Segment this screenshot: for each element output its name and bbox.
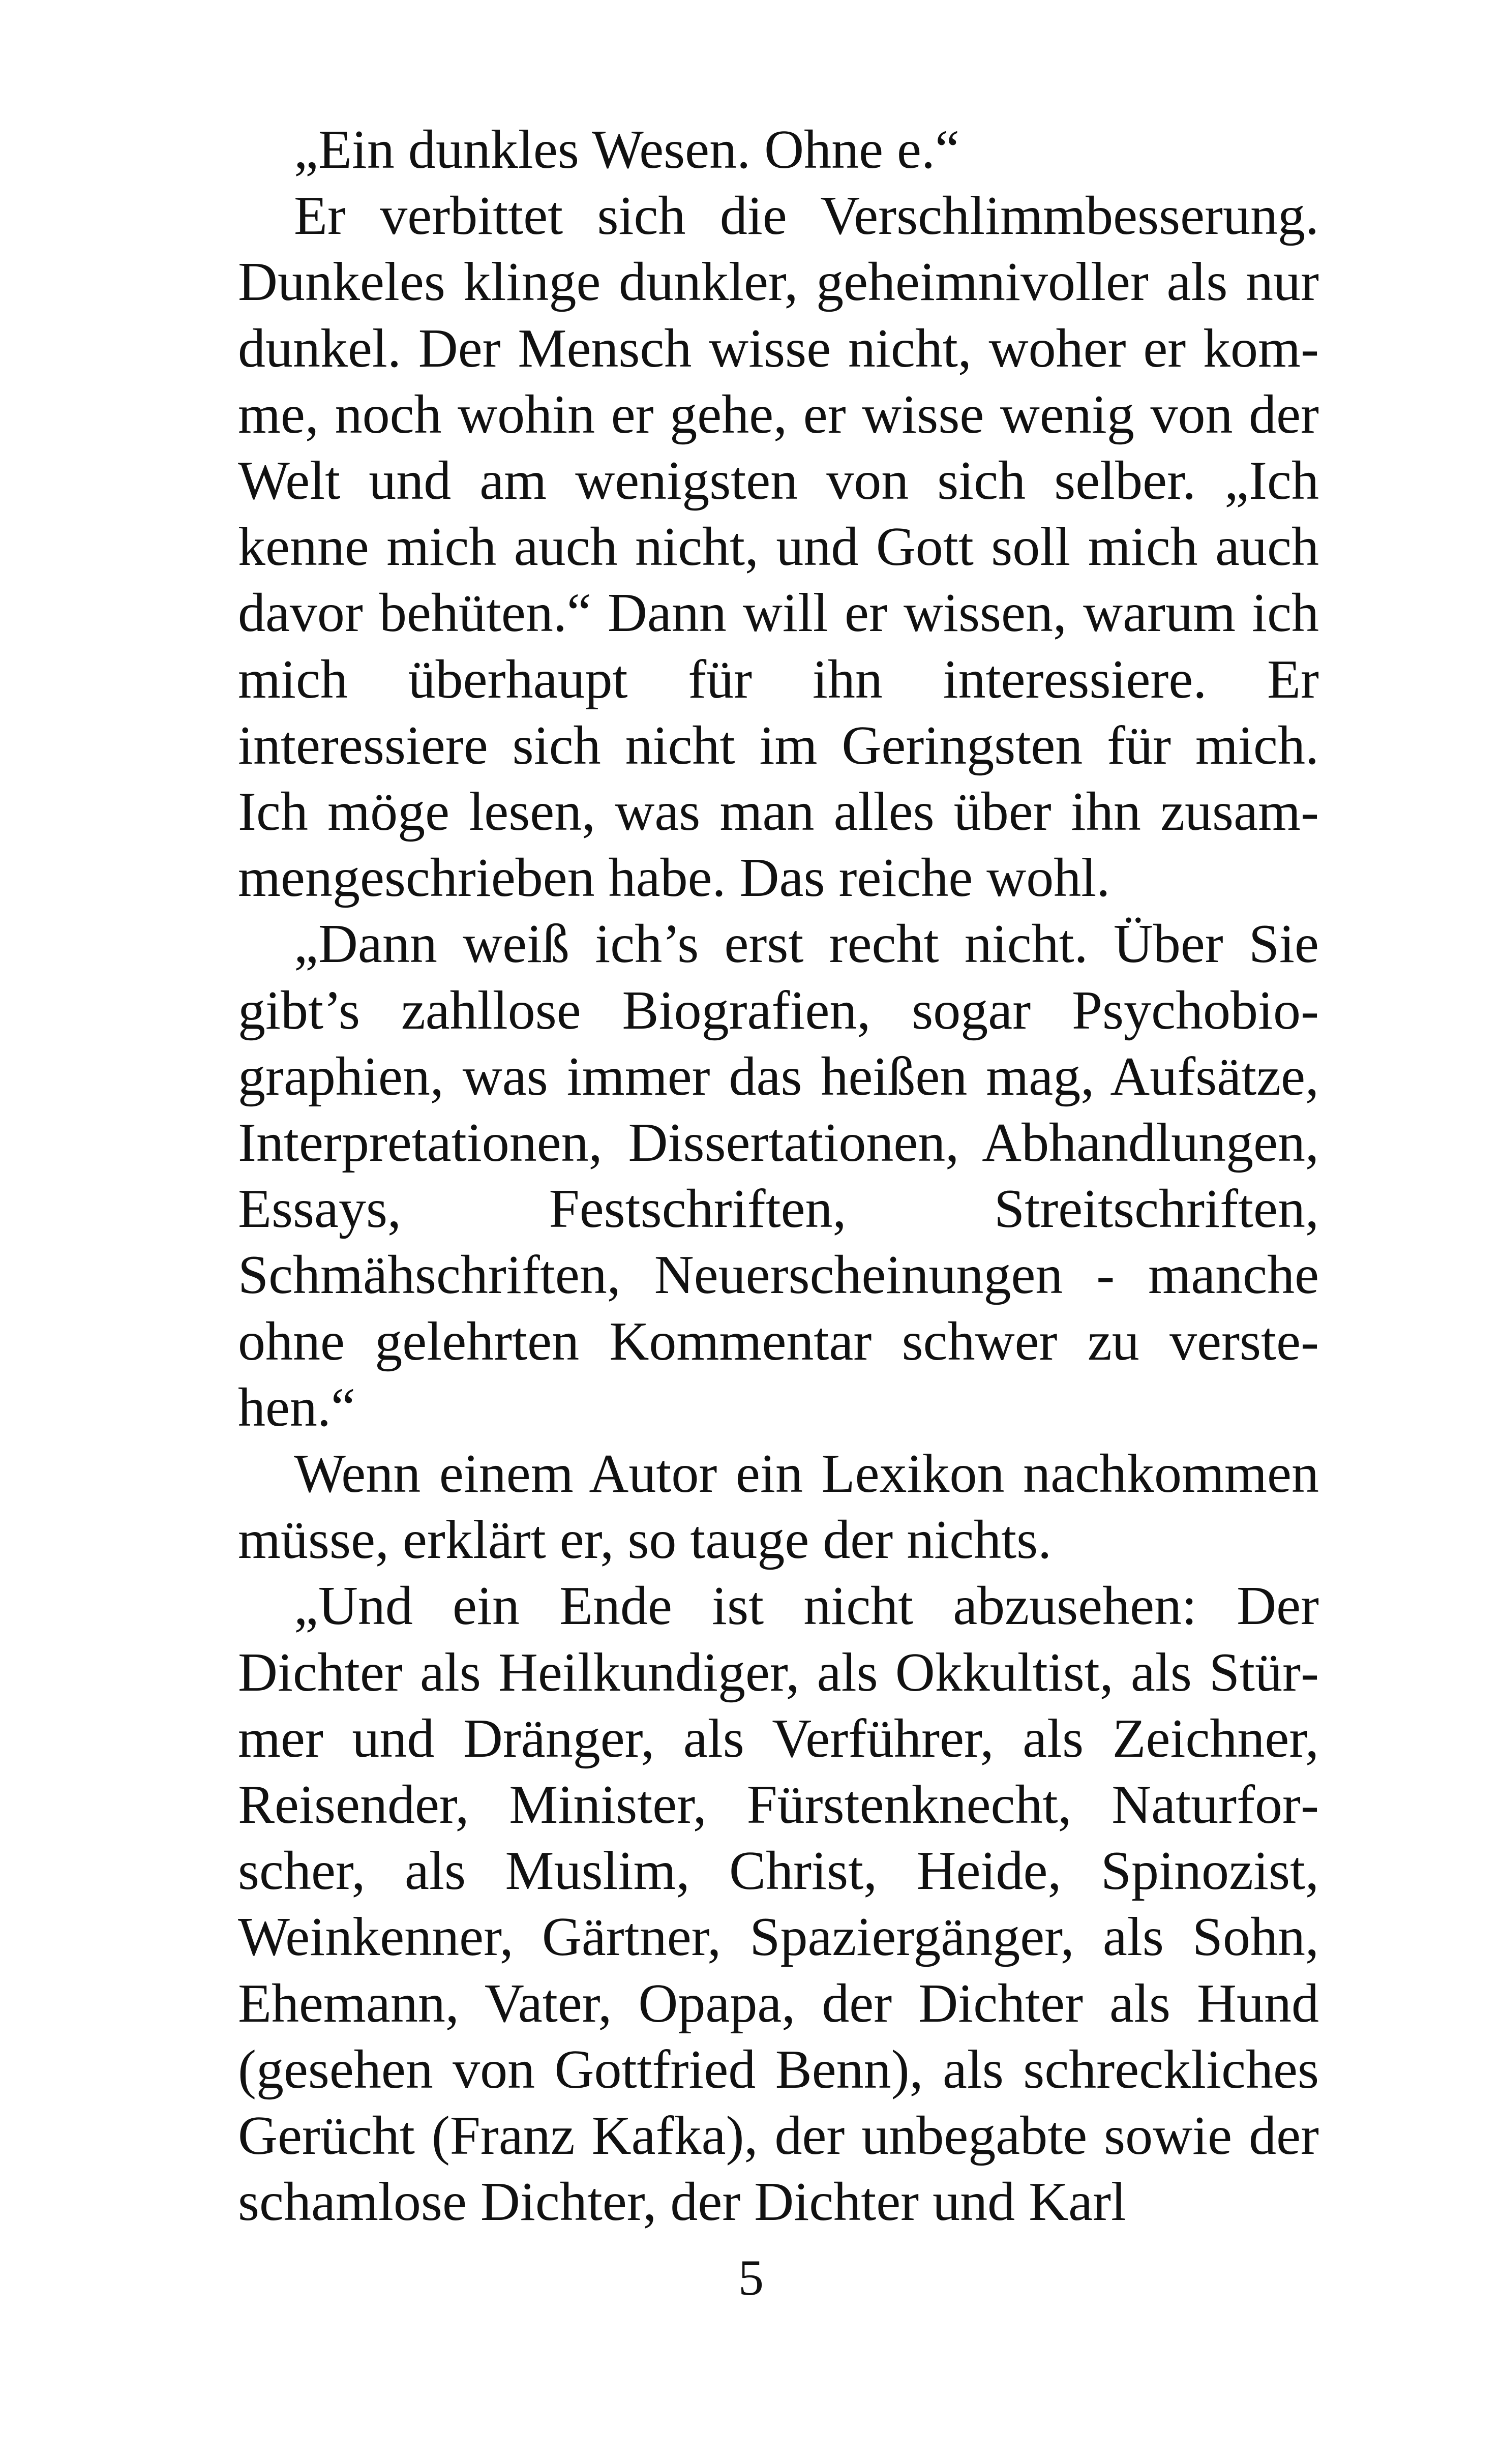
body-text	[238, 117, 1319, 2236]
paragraph: „Und ein Ende ist nicht abzusehen: Der Dichter als Heilkundiger, als Okkultist, als Stürmer und Dränger, als Verführer, als Zeichner, Reisender, Minister, Fürstenknecht, Naturforscher, als Muslim, Christ, Heide, Spinozist, Weinkenner, Gärtner, Spaziergänger, als Sohn, Ehemann, Vater, Opapa, der Dichter als Hund (gesehen von Gottfried Benn), als schreckliches Gerücht (Franz Kafka), der unbegabte sowie der schamlose Dichter, der Dichter und Karl	[238, 1576, 1319, 2233]
paragraph: Er verbittet sich die Verschlimmbesserung. Dunkeles klinge dunkler, geheimnivoller als nur dunkel. Der Mensch wisse nicht, woher er komme, noch wohin er gehe, er wisse wenig von der Welt und am wenigsten von sich selber. „Ich kenne mich auch nicht, und Gott soll mich auch davor behüten.“ Dann will er wissen, warum ich mich überhaupt für ihn interessiere. Er interessiere sich nicht im Geringsten für mich. Ich möge lesen, was man alles über ihn zusammengeschrieben habe. Das reiche wohl.	[238, 186, 1319, 909]
paragraph: Wenn einem Autor ein Lexikon nachkommen müsse, erklärt er, so tauge der nichts.	[238, 1444, 1319, 1571]
paragraph: „Dann weiß ich’s erst recht nicht. Über Sie gibt’s zahllose Biografien, sogar Psychobiographien, was immer das heißen mag, Aufsätze, Interpretationen, Dissertationen, Abhandlungen, Essays, Festschriften, Streitschriften, Schmähschriften, Neuerscheinungen - manche ohne gelehrten Kommentar schwer zu verstehen.“	[238, 914, 1319, 1438]
paragraph: „Ein dunkles Wesen. Ohne e.“	[294, 119, 959, 180]
page-number: 5	[738, 2249, 764, 2306]
